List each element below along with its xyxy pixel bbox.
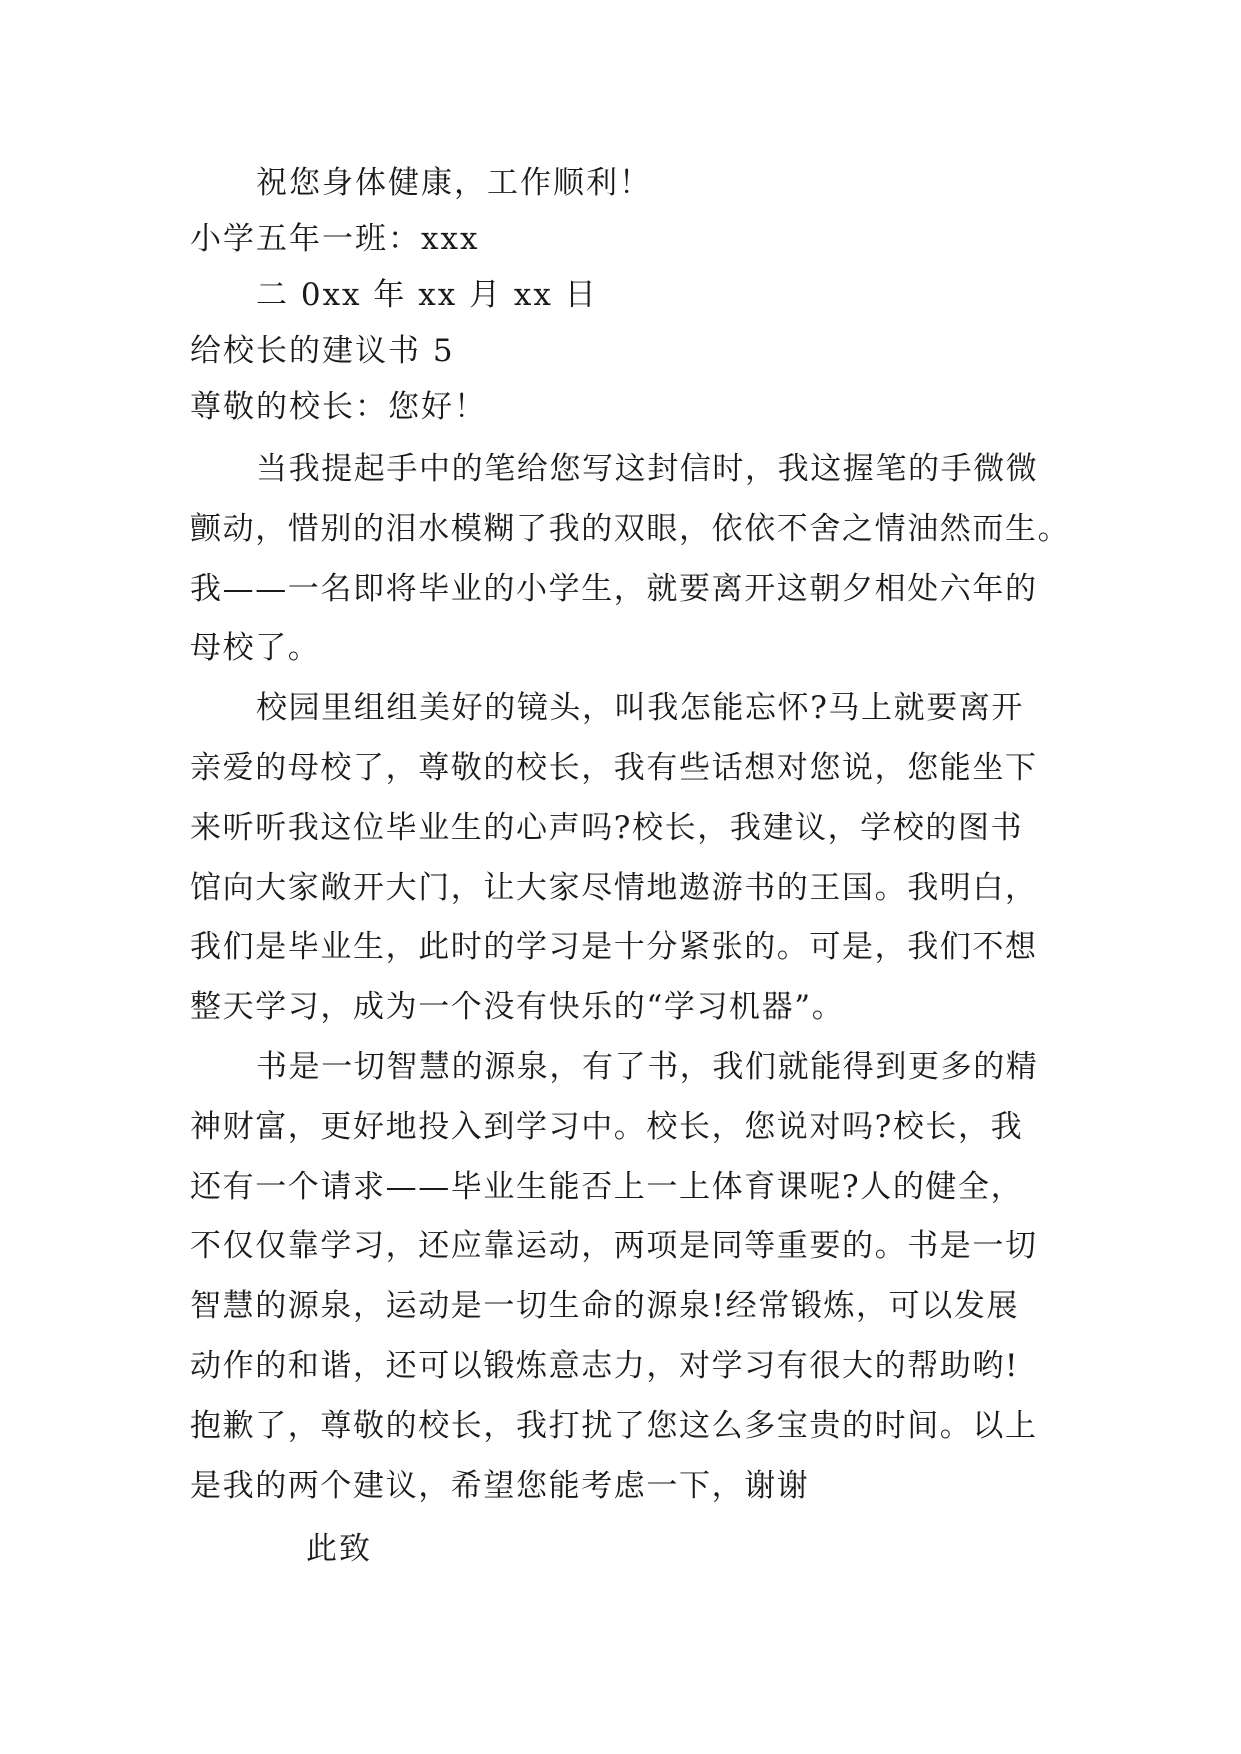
closing-phrase: 此致 <box>306 1531 372 1568</box>
paragraph-line: 亲爱的母校了，尊敬的校长，我有些话想对您说，您能坐下 <box>190 749 1038 786</box>
document-page <box>190 160 1070 1582</box>
salutation: 尊敬的校长：您好！ <box>190 389 487 425</box>
signature: 小学五年一班：xxx <box>190 221 480 257</box>
paragraph-2 <box>190 679 1070 1038</box>
date-line: 二 0xx 年 xx 月 xx 日 <box>256 277 598 313</box>
paragraph-line: 是我的两个建议，希望您能考虑一下，谢谢 <box>190 1467 810 1504</box>
paragraph-1 <box>190 440 1070 679</box>
closing-wish: 祝您身体健康，工作顺利！ <box>256 165 652 201</box>
paragraph-line: 神财富，更好地投入到学习中。校长，您说对吗?校长，我 <box>190 1108 1024 1145</box>
spacer <box>190 1516 1070 1526</box>
paragraph-line: 智慧的源泉，运动是一切生命的源泉!经常锻炼，可以发展 <box>190 1288 1020 1325</box>
paragraph-line: 母校了。 <box>190 630 321 667</box>
paragraph-line: 动作的和谐，还可以锻炼意志力，对学习有很大的帮助哟! <box>190 1347 1020 1384</box>
paragraph-line: 校园里组组美好的镜头，叫我怎能忘怀?马上就要离开 <box>256 690 1025 727</box>
page-title: 给校长的建议书 5 <box>190 333 455 369</box>
paragraph-line: 馆向大家敞开大门，让大家尽情地遨游书的王国。我明白， <box>190 869 1038 906</box>
paragraph-line: 颤动，惜别的泪水模糊了我的双眼，依依不舍之情油然而生。 <box>190 510 1071 547</box>
paragraph-line: 来听听我这位毕业生的心声吗?校长，我建议，学校的图书 <box>190 809 1024 846</box>
paragraph-3 <box>190 1038 1070 1516</box>
paragraph-line: 抱歉了，尊敬的校长，我打扰了您这么多宝贵的时间。以上 <box>190 1407 1038 1444</box>
paragraph-line: 书是一切智慧的源泉，有了书，我们就能得到更多的精 <box>256 1048 1039 1085</box>
paragraph-line: 我们是毕业生，此时的学习是十分紧张的。可是，我们不想 <box>190 929 1038 966</box>
paragraph-line: 当我提起手中的笔给您写这封信时，我这握笔的手微微 <box>256 451 1039 487</box>
paragraph-line: 不仅仅靠学习，还应靠运动，两项是同等重要的。书是一切 <box>190 1228 1038 1265</box>
paragraph-line: 整天学习，成为一个没有快乐的“学习机器”。 <box>190 989 845 1026</box>
paragraph-line: 还有一个请求——毕业生能否上一上体育课呢?人的健全， <box>190 1168 1024 1205</box>
paragraph-line: 我——一名即将毕业的小学生，就要离开这朝夕相处六年的 <box>190 570 1038 607</box>
